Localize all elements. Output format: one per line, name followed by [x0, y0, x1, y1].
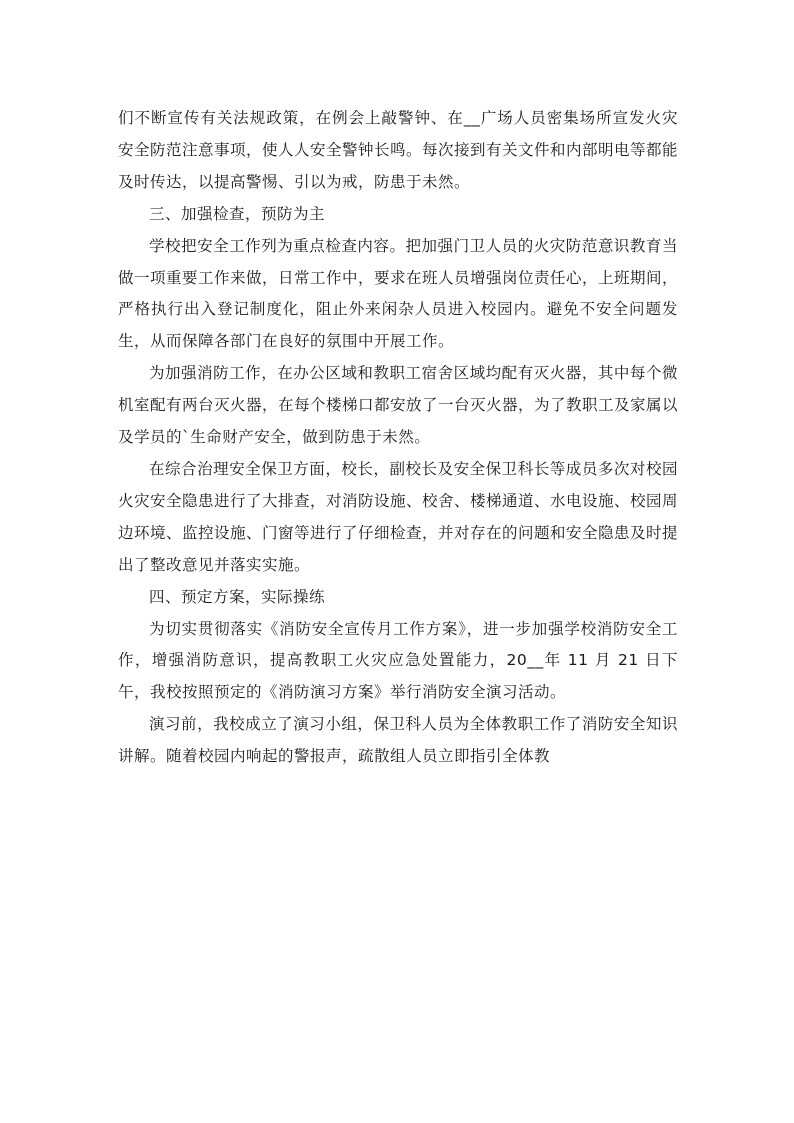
paragraph-drill-plan: 为切实贯彻落实《消防安全宣传月工作方案》，进一步加强学校消防安全工作，增强消防意识，提高教职工火灾应急处置能力，20__年 11 月 21 日下午，我校按照预定的《消防演习方案》举行消防安全演习活动。	[118, 619, 678, 702]
paragraph-continuation: 们不断宣传有关法规政策，在例会上敲警钟、在__广场人员密集场所宣发火灾安全防范注意事项，使人人安全警钟长鸣。每次接到有关文件和内部明电等都能及时传达，以提高警惕、引以为戒，防患于未然。	[118, 109, 679, 191]
section-heading-3: 三、加强检查，预防为主	[149, 204, 326, 223]
document-body	[118, 103, 678, 773]
paragraph-drill-preparation: 演习前，我校成立了演习小组，保卫科人员为全体教职工作了消防安全知识讲解。随着校园内响起的警报声，疏散组人员立即指引全体教	[118, 715, 678, 766]
section-heading-4: 四、预定方案，实际操练	[149, 587, 326, 606]
paragraph-fire-extinguishers: 为加强消防工作，在办公区域和教职工宿舍区域均配有灭火器，其中每个微机室配有两台灭火器，在每个楼梯口都安放了一台灭火器，为了教职工及家属以及学员的`生命财产安全，做到防患于未然。	[118, 364, 679, 447]
paragraph-school-inspection: 学校把安全工作列为重点检查内容。把加强门卫人员的火灾防范意识教育当做一项重要工作来做，日常工作中，要求在班人员增强岗位责任心，上班期间，严格执行出入登记制度化，阻止外来闲杂人员进入校园内。避免不安全问题发生，从而保障各部门在良好的氛围中开展工作。	[118, 236, 679, 351]
paragraph-security-checks: 在综合治理安全保卫方面，校长，副校长及安全保卫科长等成员多次对校园火灾安全隐患进行了大排查，对消防设施、校舍、楼梯通道、水电设施、校园周边环境、监控设施、门窗等进行了仔细检查，并对存在的问题和安全隐患及时提出了整改意见并落实实施。	[118, 459, 679, 574]
